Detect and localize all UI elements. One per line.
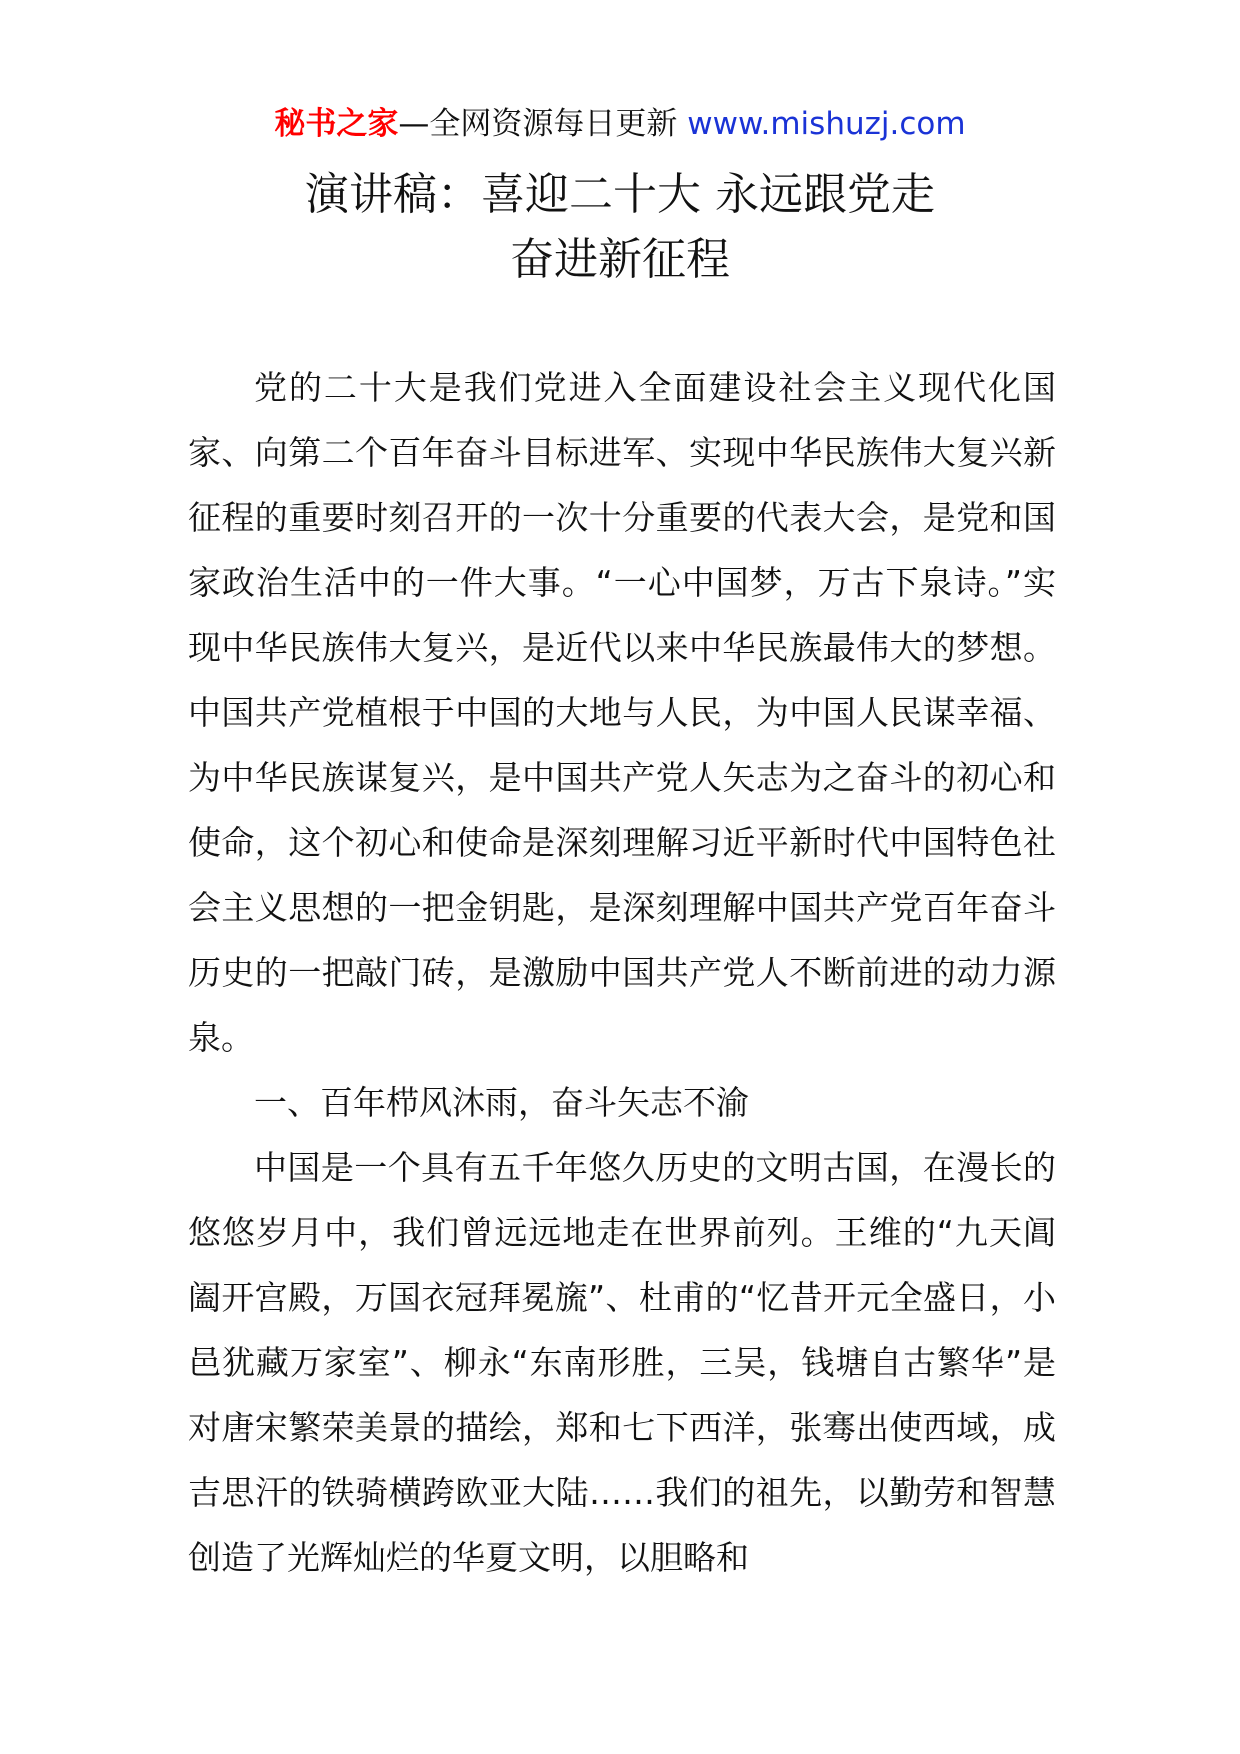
body-paragraph-1: 党的二十大是我们党进入全面建设社会主义现代化国家、向第二个百年奋斗目标进军、实现中华民族伟大复兴新征程的重要时刻召开的一次十分重要的代表大会，是党和国家政治生活中的一件大事。“一心中国梦，万古下泉诗。”实现中华民族伟大复兴，是近代以来中华民族最伟大的梦想。中国共产党植根于中国的大地与人民，为中国人民谋幸福、为中华民族谋复兴，是中国共产党人矢志为之奋斗的初心和使命，这个初心和使命是深刻理解习近平新时代中国特色社会主义思想的一把金钥匙，是深刻理解中国共产党百年奋斗历史的一把敲门砖，是激励中国共产党人不断前进的动力源泉。 — [188, 368, 1056, 1057]
section-heading-1: 一、百年栉风沐雨，奋斗矢志不渝 — [254, 1083, 749, 1122]
site-header — [0, 100, 1240, 148]
title-line-2: 奋进新征程 — [510, 234, 730, 285]
site-brand: 秘书之家 — [274, 106, 399, 142]
document-title — [0, 162, 1240, 292]
document-body — [188, 355, 1056, 1590]
site-url[interactable]: www.mishuzj.com — [687, 106, 966, 142]
title-line-1: 演讲稿：喜迎二十大 永远跟党走 — [305, 169, 935, 220]
site-tagline: —全网资源每日更新 — [398, 106, 688, 142]
body-paragraph-2: 中国是一个具有五千年悠久历史的文明古国，在漫长的悠悠岁月中，我们曾远远地走在世界前列。王维的“九天阊阖开宫殿，万国衣冠拜冕旒”、杜甫的“忆昔开元全盛日，小邑犹藏万家室”、柳永“东南形胜，三吴，钱塘自古繁华”是对唐宋繁荣美景的描绘，郑和七下西洋，张骞出使西域，成吉思汗的铁骑横跨欧亚大陆……我们的祖先，以勤劳和智慧创造了光辉灿烂的华夏文明，以胆略和 — [188, 1148, 1056, 1577]
